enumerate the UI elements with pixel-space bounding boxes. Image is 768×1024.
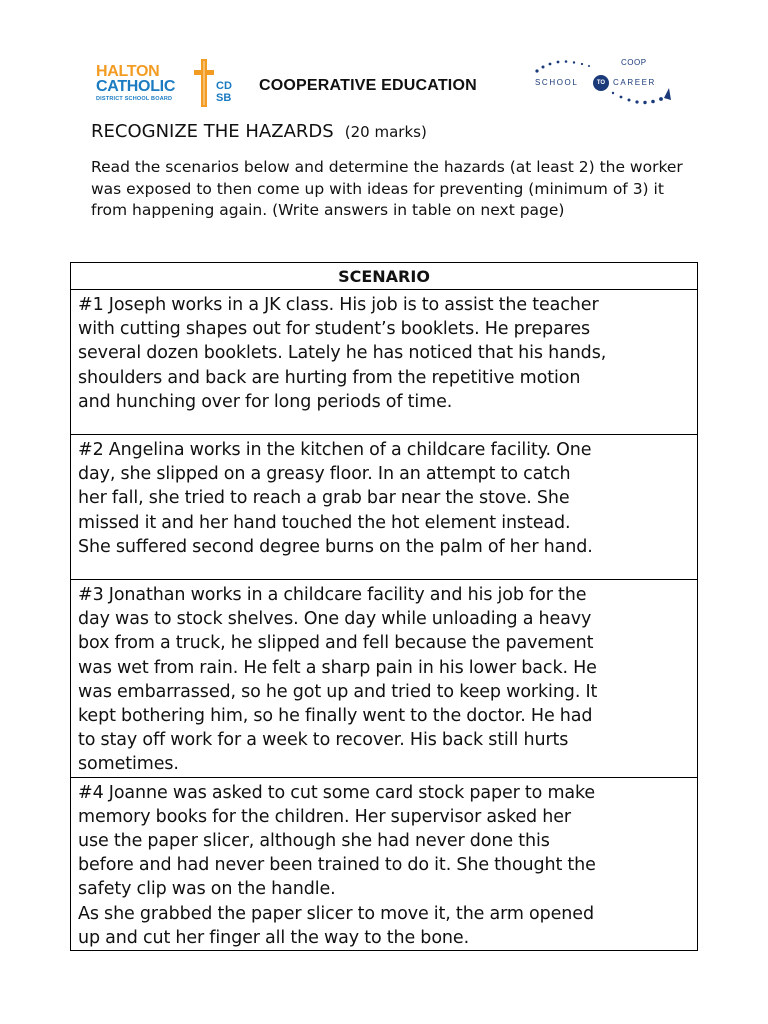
table-header-row (71, 263, 698, 290)
scenario-text-line: kept bothering him, so he finally went to the doctor. He had (78, 706, 593, 727)
scenario-text-line: box from a truck, he slipped and fell because the pavement (78, 633, 594, 654)
scenario-text-line: was wet from rain. He felt a sharp pain in his lower back. He (78, 657, 597, 678)
scenario-text-line: #3 Jonathan works in a childcare facility and his job for the (78, 585, 587, 605)
cdsb-abbreviation (216, 80, 232, 104)
s2c-coop-label: COOP (621, 58, 647, 67)
cdsb-bottom: SB (216, 92, 232, 104)
scenario-text-line: her fall, she tried to reach a grab bar near the stove. She (78, 488, 570, 509)
scenario-text-line: day, she slipped on a greasy floor. In an attempt to catch (78, 464, 571, 485)
halton-logo-line1: HALTON (96, 63, 160, 80)
scenario-text-line: day was to stock shelves. One day while unloading a heavy (78, 609, 592, 630)
scenario-text-line: up and cut her finger all the way to the bone. (78, 927, 470, 948)
scenario-table (70, 262, 698, 951)
scenario-text-line: to stay off work for a week to recover. His back still hurts (78, 730, 569, 751)
scenario-text-line: #4 Joanne was asked to cut some card stock paper to make (78, 782, 596, 803)
scenario-1-cell (71, 290, 698, 435)
scenario-text-line: safety clip was on the handle. (78, 879, 336, 900)
scenario-text-line: missed it and her hand touched the hot element instead. (78, 512, 571, 533)
scenario-text-line: #2 Angelina works in the kitchen of a childcare facility. One (78, 440, 592, 460)
scenario-text-line: and hunching over for long periods of time. (78, 391, 453, 412)
scenario-text-line: with cutting shapes out for student’s booklets. He prepares (78, 319, 591, 340)
table-row (71, 580, 698, 778)
page-title-main: RECOGNIZE THE HAZARDS (91, 121, 334, 142)
table-header-cell: SCENARIO (71, 263, 698, 290)
scenario-text-line: use the paper slicer, although she had never done this (78, 831, 550, 852)
halton-logo-line2: CATHOLIC (96, 78, 176, 95)
scenario-text-line: #1 Joseph works in a JK class. His job is to assist the teacher (78, 295, 599, 315)
page-title (91, 121, 427, 142)
school-to-career-logo (533, 58, 675, 108)
table-row (71, 290, 698, 435)
table-row (71, 435, 698, 580)
s2c-career-label: CAREER (613, 78, 656, 87)
table-row (71, 777, 698, 950)
s2c-to-badge: TO (593, 75, 609, 91)
scenario-text-line: was embarrassed, so he got up and tried to keep working. It (78, 681, 598, 702)
cdsb-top: CD (216, 80, 232, 92)
page-header-title: COOPERATIVE EDUCATION (259, 77, 477, 94)
scenario-text-line: several dozen booklets. Lately he has noticed that his hands, (78, 343, 607, 364)
instructions-paragraph: Read the scenarios below and determine the hazards (at least 2) the worker was exposed to then come up with ideas for preventing (minimum of 3) it from happening again. (Write answers in table on next page) (91, 158, 683, 219)
scenario-4-cell (71, 777, 698, 950)
scenario-text-line: memory books for the children. Her supervisor asked her (78, 806, 571, 827)
scenario-3-cell (71, 580, 698, 778)
marks-label: (20 marks) (344, 123, 427, 141)
halton-logo-text (96, 64, 175, 103)
scenario-text-line: She suffered second degree burns on the palm of her hand. (78, 536, 593, 557)
scenario-text-line: shoulders and back are hurting from the repetitive motion (78, 367, 581, 388)
halton-logo-board: DISTRICT SCHOOL BOARD (96, 96, 173, 102)
s2c-school-label: SCHOOL (535, 78, 579, 87)
scenario-text-line: before and had never been trained to do it. She thought the (78, 855, 596, 876)
halton-catholic-logo (96, 58, 238, 110)
scenario-2-cell (71, 435, 698, 580)
cross-icon (194, 58, 214, 108)
scenario-text-line: As she grabbed the paper slicer to move it, the arm opened (78, 903, 594, 924)
scenario-text-line: sometimes. (78, 754, 179, 775)
